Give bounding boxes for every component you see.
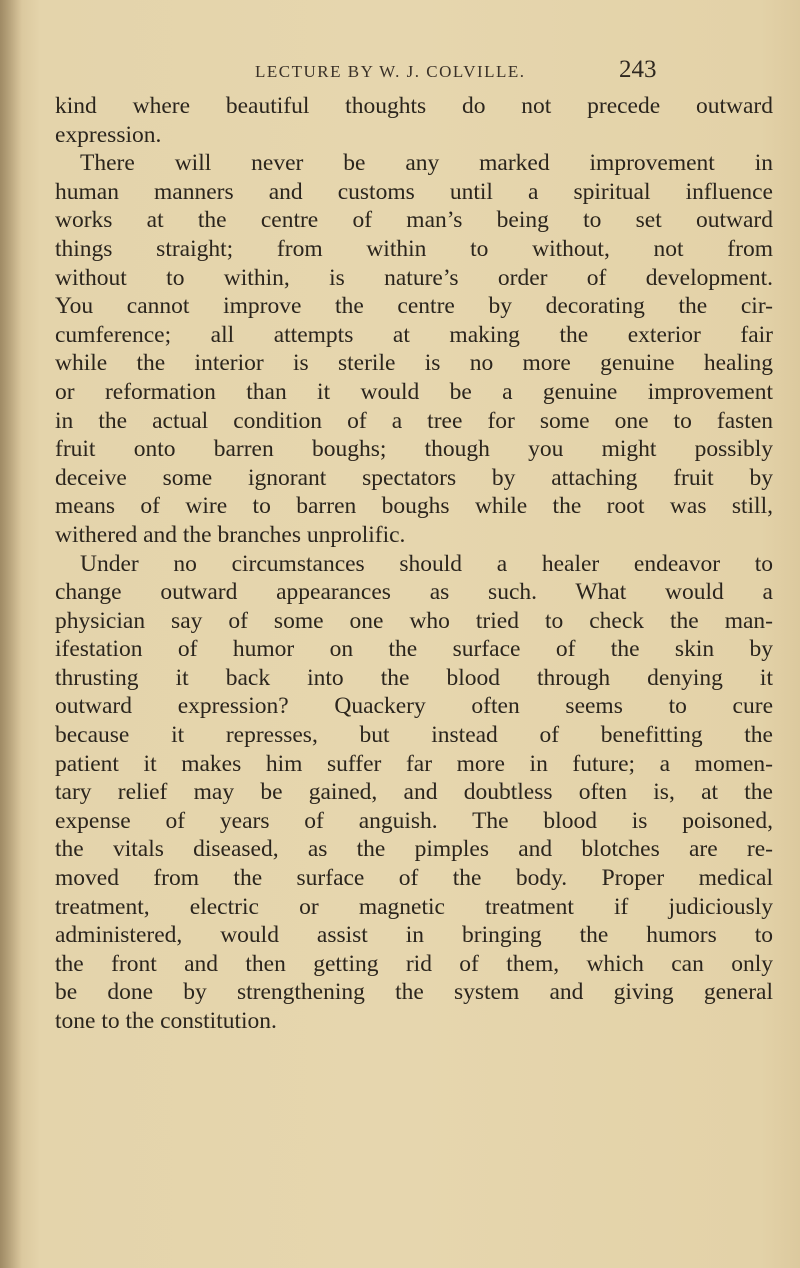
text-line: or reformation than it would be a genuine improvement [55,378,773,405]
text-line: expense of years of anguish. The blood is poisoned, [55,807,773,834]
text-line: while the interior is sterile is no more genuine healing [55,350,773,377]
text-line: treatment, electric or magnetic treatment if judiciously [55,893,773,920]
text-line: things straight; from within to without, not from [55,235,773,262]
text-line: patient it makes him suffer far more in future; a momen- [55,750,773,777]
text-line: without to within, is nature’s order of development. [55,264,773,291]
text-line: be done by strengthening the system and giving general [55,979,773,1006]
text-line: You cannot improve the centre by decorating the cir- [55,293,773,320]
text-line: moved from the surface of the body. Proper medical [55,865,773,892]
text-line: the vitals diseased, as the pimples and blotches are re- [55,836,773,863]
text-line: human manners and customs until a spiritual influence [55,178,773,205]
text-line: because it represses, but instead of benefitting the [55,722,773,749]
body-text [55,92,773,1036]
running-head [0,56,800,86]
text-line: the front and then getting rid of them, which can only [55,950,773,977]
text-line: physician say of some one who tried to check the man- [55,607,773,634]
text-line: kind where beautiful thoughts do not precede outward [55,93,773,119]
text-line: works at the centre of man’s being to set outward [55,207,773,234]
text-line: means of wire to barren boughs while the root was still, [55,493,773,520]
text-line: tone to the constitution. [55,1008,277,1034]
text-line: ifestation of humor on the surface of the skin by [55,636,773,663]
text-line: There will never be any marked improvement in [80,150,773,177]
text-line: in the actual condition of a tree for some one to fasten [55,407,773,434]
text-line: Under no circumstances should a healer endeavor to [80,550,773,577]
text-line: expression. [55,121,162,148]
text-line: tary relief may be gained, and doubtless often is, at the [55,779,773,806]
text-line: fruit onto barren boughs; though you might possibly [55,436,773,463]
text-line: withered and the branches unprolific. [55,521,406,548]
text-line: thrusting it back into the blood through denying it [55,664,773,691]
text-line: administered, would assist in bringing the humors to [55,922,773,949]
page-number: 243 [619,56,657,83]
text-line: change outward appearances as such. What would a [55,579,773,606]
text-line: deceive some ignorant spectators by attaching fruit by [55,464,773,491]
running-title: LECTURE BY W. J. COLVILLE. [255,62,526,81]
text-line: cumference; all attempts at making the exterior fair [55,321,773,348]
gutter-shadow [0,0,22,1268]
text-line: outward expression? Quackery often seems to cure [55,693,773,720]
